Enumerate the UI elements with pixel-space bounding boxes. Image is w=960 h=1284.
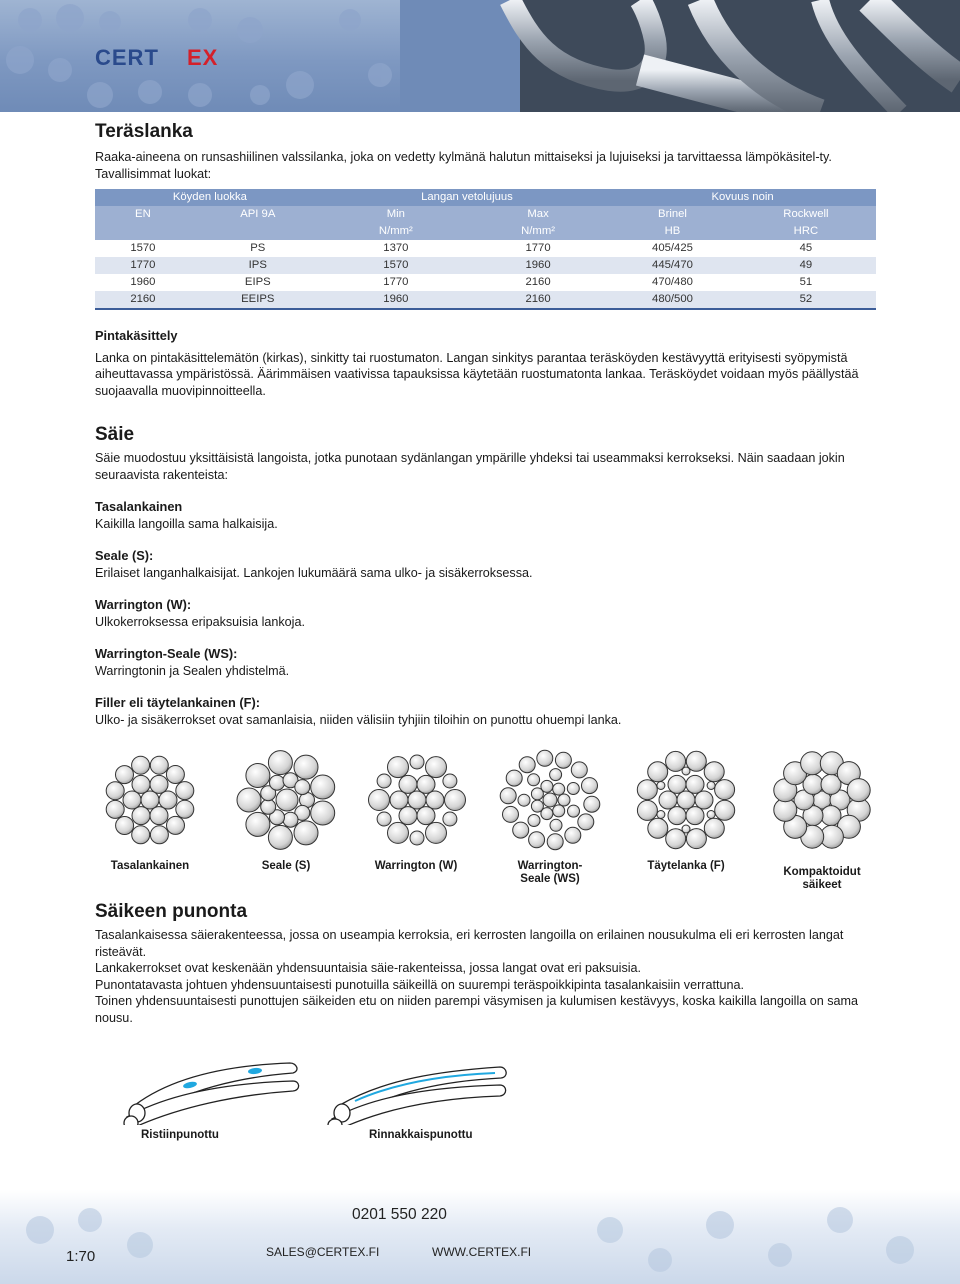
table-cell: IPS <box>191 257 325 274</box>
middle-wire <box>567 783 579 795</box>
outer-wire <box>648 818 668 838</box>
core-wire <box>141 791 159 809</box>
outer-wire <box>369 790 390 811</box>
group-header: Kovuus noin <box>609 189 876 206</box>
punonta-paragraph: Tasalankaisessa säierakenteessa, jossa on useampia kerroksia, eri kerrosten langoilla on erilainen nousukulma eli eri kerrosten langat risteävät. <box>95 928 844 959</box>
outer-small-wire <box>410 831 424 845</box>
column-header: Rockwell <box>736 206 876 223</box>
inner-wire <box>668 775 686 793</box>
outer-wire <box>311 775 335 799</box>
inner-wire <box>150 807 168 825</box>
cross-lay-illustration <box>115 1045 315 1125</box>
table-row <box>95 291 876 309</box>
inner-wire <box>390 791 408 809</box>
strand-type-text: Erilaiset langanhalkaisijat. Lankojen lukumäärä sama ulko- ja sisäkerroksessa. <box>95 565 533 580</box>
outer-wire <box>268 751 292 775</box>
column-header: Max <box>467 206 609 223</box>
outer-wire <box>582 778 598 794</box>
strand-type-text: Ulko- ja sisäkerrokset ovat samanlaisia, niiden välisiin tyhjiin tiloihin on punottu ohuempi lanka. <box>95 712 622 727</box>
strand-type-text: Ulkokerroksessa eripaksuisia lankoja. <box>95 614 305 629</box>
outer-wire <box>246 812 270 836</box>
outer-wire <box>503 806 519 822</box>
table-row <box>95 240 876 257</box>
unit-header: HB <box>609 223 736 240</box>
unit-header: HRC <box>736 223 876 240</box>
outer-wire <box>547 834 563 850</box>
outer-wire <box>246 764 270 788</box>
section-title-saie: Säie <box>95 424 135 445</box>
page-header <box>0 0 960 112</box>
outer-wire <box>426 757 447 778</box>
strand-type-title: Tasalankainen <box>95 499 183 514</box>
strand-cross-sections <box>95 744 885 854</box>
strand-label-seale: Seale (S) <box>261 860 311 872</box>
parallel-lay-illustration <box>315 1045 515 1125</box>
table-cell: 49 <box>736 257 876 274</box>
inner-wire <box>668 807 686 825</box>
outer-wire <box>132 826 150 844</box>
inner-wire <box>531 800 543 812</box>
punonta-paragraph: Lankakerrokset ovat keskenään yhdensuuntaisia säie-rakenteissa, jossa langat ovat eri paksuisia. <box>95 961 642 975</box>
inner-wire <box>270 775 285 790</box>
inner-wire <box>399 775 417 793</box>
unit-header <box>95 223 191 240</box>
inner-wire <box>553 805 565 817</box>
inner-wire <box>553 783 565 795</box>
strand-label-warrington: Warrington (W) <box>374 860 458 872</box>
outer-wire <box>555 752 571 768</box>
strand-type-filler <box>95 695 885 728</box>
table-cell: 2160 <box>467 274 609 291</box>
strand-diagrams <box>95 744 885 894</box>
strand-label-taytelanka: Täytelanka (F) <box>647 860 725 872</box>
table-cell: 1770 <box>95 257 191 274</box>
outer-wire <box>637 780 657 800</box>
strand-type-text: Kaikilla langoilla sama halkaisija. <box>95 516 278 531</box>
outer-wire <box>686 829 706 849</box>
middle-wire <box>528 774 540 786</box>
outer-small-wire <box>377 812 391 826</box>
punonta-paragraph: Toinen yhdensuuntaisesti punottujen säikeiden etu on niiden parempi väsymisen ja kulumisen kestävyys, koska kaikilla langoilla on sama nousu. <box>95 994 859 1025</box>
section-title-punonta: Säikeen punonta <box>95 901 248 922</box>
strand-type-warrington <box>95 597 885 630</box>
inner-wire <box>686 807 704 825</box>
unit-header: N/mm² <box>467 223 609 240</box>
table-cell: PS <box>191 240 325 257</box>
svg-text:CERT: CERT <box>95 46 159 68</box>
strand-type-seale <box>95 548 885 581</box>
inner-wire <box>686 775 704 793</box>
strand-label-warrington-seale: Warrington- Seale (WS) <box>517 860 583 885</box>
surface-title: Pintakäsittely <box>95 328 178 343</box>
page-footer <box>0 1190 960 1284</box>
outer-wire <box>106 782 124 800</box>
outer-wire <box>704 762 724 782</box>
outer-wire <box>150 756 168 774</box>
outer-wire <box>578 814 594 830</box>
unit-header <box>191 223 325 240</box>
table-column-header-row <box>95 206 876 223</box>
table-cell: 1370 <box>325 240 467 257</box>
section-punonta <box>95 900 885 1026</box>
braid-label-ristiinpunottu: Ristiinpunottu <box>141 1129 219 1141</box>
inner-wire <box>261 799 276 814</box>
strand-type-text: Warringtonin ja Sealen yhdistelmä. <box>95 663 290 678</box>
strand-type-tasalankainen <box>95 499 885 532</box>
outer-wire <box>311 801 335 825</box>
inner-wire <box>659 791 677 809</box>
inner-wire <box>123 791 141 809</box>
outer-wire <box>686 751 706 771</box>
outer-small-wire <box>443 774 457 788</box>
table-cell: EEIPS <box>191 291 325 309</box>
column-header: API 9A <box>191 206 325 223</box>
outer-small-wire <box>377 774 391 788</box>
steel-grade-table <box>95 189 876 310</box>
surface-text: Lanka on pintakäsittelemätön (kirkas), sinkitty tai ruostumaton. Langan sinkitys parantaa teräsköyden kestävyyttä erityisesti syöpymistä aiheuttavassa ympäristössä. Äärimmäisen vaativissa tapauksissa käytetään ruostumatonta lankaa. Teräsköydet voidaan myös päällystää suojaavalla muovipinnoitteella. <box>95 350 859 398</box>
outer-wire <box>847 779 870 802</box>
inner-wire <box>132 775 150 793</box>
braid-label-rinnakkaispunottu: Rinnakkaispunottu <box>369 1129 473 1141</box>
outer-wire <box>176 782 194 800</box>
outer-wire <box>500 788 516 804</box>
inner-wire <box>417 775 435 793</box>
table-cell: EIPS <box>191 274 325 291</box>
outer-wire <box>571 762 587 778</box>
strand-type-title: Seale (S): <box>95 548 154 563</box>
outer-wire <box>666 751 686 771</box>
filler-wire <box>707 811 715 819</box>
inner-wire <box>695 791 713 809</box>
middle-wire <box>518 794 530 806</box>
outer-wire <box>537 750 553 766</box>
outer-wire <box>166 766 184 784</box>
outer-wire <box>704 818 724 838</box>
inner-wire <box>150 775 168 793</box>
outer-wire <box>445 790 466 811</box>
group-header: Köyden luokka <box>95 189 325 206</box>
inner-wire <box>295 780 310 795</box>
inner-wire <box>541 780 553 792</box>
outer-wire <box>167 816 185 834</box>
main-content <box>95 120 885 728</box>
table-cell: 1570 <box>95 240 191 257</box>
table-cell: 45 <box>736 240 876 257</box>
section-title-teraslanka: Teräslanka <box>95 121 193 142</box>
strand-label-kompaktoidut: Kompaktoidut säikeet <box>783 866 861 891</box>
outer-wire <box>388 822 409 843</box>
column-header: Brinel <box>609 206 736 223</box>
outer-wire <box>513 822 529 838</box>
outer-wire <box>294 755 318 779</box>
middle-wire <box>528 815 540 827</box>
outer-wire <box>637 800 657 820</box>
outer-wire <box>715 780 735 800</box>
page-number: 1:70 <box>66 1248 96 1265</box>
table-cell: 1960 <box>95 274 191 291</box>
filler-wire <box>657 811 665 819</box>
table-cell: 1770 <box>325 274 467 291</box>
outer-wire <box>666 829 686 849</box>
middle-wire <box>550 769 562 781</box>
column-header: Min <box>325 206 467 223</box>
inner-wire <box>558 794 570 806</box>
braid-illustrations <box>95 1045 515 1155</box>
column-header: EN <box>95 206 191 223</box>
outer-wire <box>648 762 668 782</box>
table-cell: 1960 <box>325 291 467 309</box>
table-row <box>95 274 876 291</box>
steel-rope-photo <box>400 0 960 112</box>
table-cell: 2160 <box>95 291 191 309</box>
table-cell: 52 <box>736 291 876 309</box>
core-wire <box>276 789 298 811</box>
core-wire <box>677 791 695 809</box>
strand-type-warrington-seale <box>95 646 885 679</box>
table-cell: 1960 <box>467 257 609 274</box>
table-cell: 51 <box>736 274 876 291</box>
table-unit-header-row <box>95 223 876 240</box>
punonta-paragraph: Punontatavasta johtuen yhdensuuntaisesti punotuilla säikeillä on suurempi teräspoikkipinta tasalankaisiin verrattuna. <box>95 977 744 992</box>
table-cell: 405/425 <box>609 240 736 257</box>
outer-small-wire <box>410 755 424 769</box>
inner-wire <box>283 812 298 827</box>
outer-wire <box>388 757 409 778</box>
strand-type-title: Warrington (W): <box>95 597 192 612</box>
table-cell: 2160 <box>467 291 609 309</box>
table-cell: 1770 <box>467 240 609 257</box>
strand-label-tasalankainen: Tasalankainen <box>110 860 190 872</box>
outer-wire <box>506 770 522 786</box>
table-cell: 480/500 <box>609 291 736 309</box>
certex-logo <box>95 46 245 68</box>
table-cell: 470/480 <box>609 274 736 291</box>
table-cell: 445/470 <box>609 257 736 274</box>
outer-wire <box>150 826 168 844</box>
core-wire <box>408 791 426 809</box>
table-row <box>95 257 876 274</box>
inner-wire <box>417 807 435 825</box>
outer-wire <box>116 817 134 835</box>
inner-wire <box>159 791 177 809</box>
group-header: Langan vetolujuus <box>325 189 609 206</box>
outer-wire <box>565 827 581 843</box>
outer-wire <box>715 800 735 820</box>
middle-wire <box>568 805 580 817</box>
teraslanka-intro: Raaka-aineena on runsashiilinen valssilanka, joka on vedetty kylmänä halutun mittaiseksi ja lujuiseksi ja tarvittaessa lämpökäsitel-ty. Tavallisimmat luokat: <box>95 150 832 181</box>
footer-dot-pattern <box>0 1190 960 1284</box>
outer-wire <box>106 800 124 818</box>
inner-wire <box>132 807 150 825</box>
outer-wire <box>426 822 447 843</box>
outer-wire <box>237 788 261 812</box>
website-link[interactable]: WWW.CERTEX.FI <box>432 1245 532 1259</box>
inner-wire <box>426 791 444 809</box>
outer-wire <box>294 821 318 845</box>
outer-wire <box>176 800 194 818</box>
outer-wire <box>584 796 600 812</box>
middle-wire <box>550 819 562 831</box>
outer-wire <box>519 757 535 773</box>
table-group-header-row <box>95 189 876 206</box>
strand-type-title: Warrington-Seale (WS): <box>95 646 238 661</box>
core-wire <box>543 793 557 807</box>
inner-wire <box>399 807 417 825</box>
outer-wire <box>268 825 292 849</box>
outer-wire <box>529 832 545 848</box>
table-cell: 1570 <box>325 257 467 274</box>
saie-intro: Säie muodostuu yksittäisistä langoista, jotka punotaan sydänlangan ympärille yhdeksi tai useammaksi kerrokseksi. Näin saadaan jokin seuraavista rakenteista: <box>95 451 845 482</box>
strand-wires <box>106 750 870 849</box>
filler-wire <box>707 782 715 790</box>
outer-small-wire <box>443 812 457 826</box>
unit-header: N/mm² <box>325 223 467 240</box>
email-link[interactable]: SALES@CERTEX.FI <box>266 1245 380 1259</box>
outer-wire <box>116 766 134 784</box>
outer-wire <box>132 756 150 774</box>
strand-type-title: Filler eli täytelankainen (F): <box>95 695 260 710</box>
phone-number: 0201 550 220 <box>352 1206 447 1223</box>
svg-text:EX: EX <box>187 46 219 68</box>
filler-wire <box>657 782 665 790</box>
